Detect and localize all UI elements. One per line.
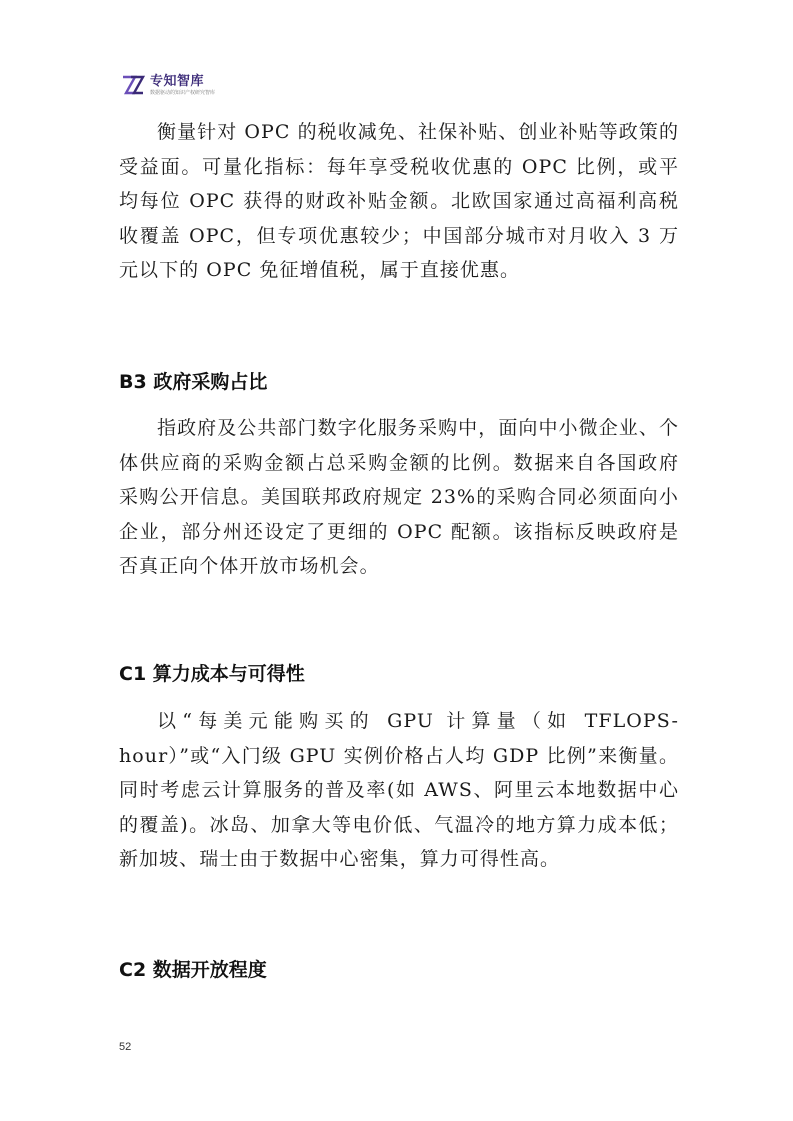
section-heading-c1: C1 算力成本与可得性 — [119, 663, 305, 685]
header-logo — [120, 70, 215, 100]
logo-name: 专知智库 — [150, 73, 205, 89]
section-heading-c2: C2 数据开放程度 — [119, 959, 267, 981]
paragraph-government-procurement: 指政府及公共部门数字化服务采购中，面向中小微企业、个体供应商的采购金额占总采购金额的比例。数据来自各国政府采购公开信息。美国联邦政府规定 23%的采购合同必须面向小企业，部分州还设定了更细的 OPC 配额。该指标反映政府是否真正向个体开放市场机会。 — [119, 417, 679, 577]
paragraph-tax-incentives: 衡量针对 OPC 的税收减免、社保补贴、创业补贴等政策的受益面。可量化指标：每年享受税收优惠的 OPC 比例，或平均每位 OPC 获得的财政补贴金额。北欧国家通过高福利高税收覆盖 OPC，但专项优惠较少；中国部分城市对月收入 3 万元以下的 OPC 免征增值税，属于直接优惠。 — [119, 121, 679, 281]
logo-tagline: 数据驱动的知识产权研究智库 — [150, 89, 216, 96]
logo-mark-icon — [120, 72, 146, 98]
page-number: 52 — [119, 1041, 132, 1053]
paragraph-compute-cost: 以“每美元能购买的 GPU 计算量（如 TFLOPS-hour）”或“入门级 GPU 实例价格占人均 GDP 比例”来衡量。同时考虑云计算服务的普及率(如 AWS、阿里云本地数据中心的覆盖)。冰岛、加拿大等电价低、气温冷的地方算力成本低；新加坡、瑞士由于数据中心密集，算力可得性高。 — [119, 710, 679, 870]
section-heading-b3: B3 政府采购占比 — [119, 371, 268, 393]
